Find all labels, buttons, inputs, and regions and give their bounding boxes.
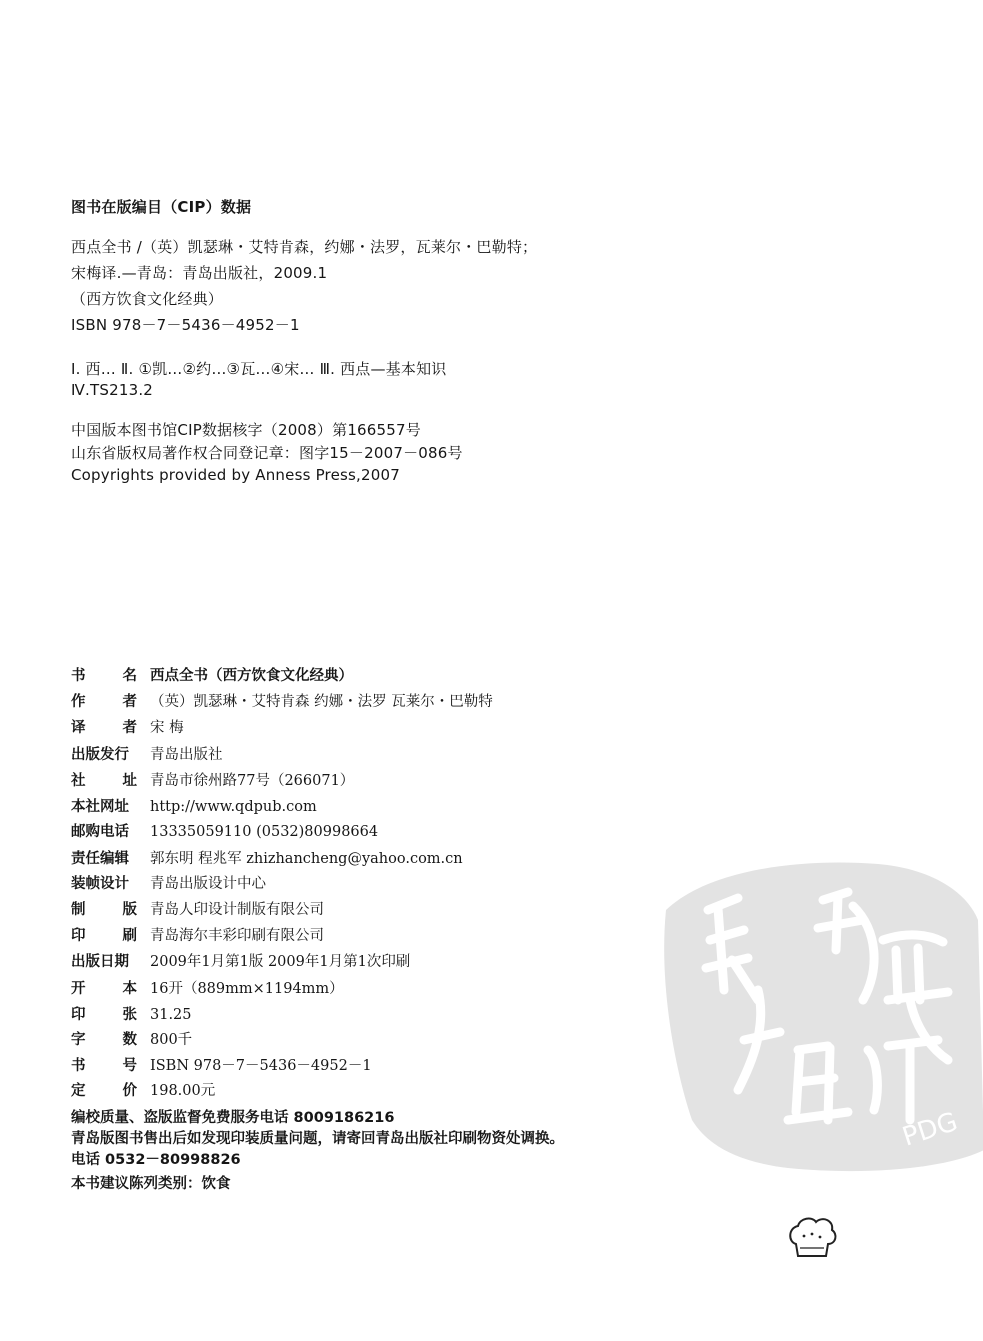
publication-row-label (71, 796, 137, 818)
publication-row-label (71, 691, 137, 713)
publication-row-label (71, 1055, 137, 1077)
watermark-pdg-label: PDG (898, 1106, 962, 1153)
note-phone: 电话 0532－80998826 (71, 1152, 241, 1168)
publication-row-label-part: 者 (122, 694, 137, 710)
publication-row-label (71, 821, 137, 843)
publication-row-value: 青岛市徐州路77号（266071） (150, 773, 355, 789)
publication-row-label (71, 717, 137, 739)
publication-row-value: 郭东明 程兆军 zhizhancheng@yahoo.com.cn (150, 851, 463, 867)
publication-row-value: 西点全书（西方饮食文化经典） (150, 668, 353, 684)
publication-row-label-part: 责任编辑 (71, 851, 129, 867)
publication-row-label-part: 出版发行 (71, 747, 129, 763)
publication-row-label-part: 定 (71, 1083, 86, 1099)
publication-row-label (71, 848, 137, 870)
publication-row-value: 198.00元 (150, 1083, 216, 1099)
seal-stamp-icon (648, 850, 983, 1180)
publication-row-label-part: 开 (71, 981, 86, 997)
cip-line-series: （西方饮食文化经典） (71, 290, 224, 308)
publication-row-label (71, 951, 137, 973)
publication-row-label-part: 本社网址 (71, 799, 129, 815)
publication-row-label-part: 装帧设计 (71, 876, 129, 892)
cip-line-isbn: ISBN 978－7－5436－4952－1 (71, 316, 300, 334)
publication-row-value: 青岛海尔丰彩印刷有限公司 (150, 928, 324, 944)
publication-row-label (71, 1004, 137, 1026)
publication-row-value: 800千 (150, 1032, 193, 1048)
publication-row-label-part: 版 (122, 902, 137, 918)
publication-row-label-part: 名 (122, 668, 137, 684)
publication-row-label-part: 号 (122, 1058, 137, 1074)
publication-row-label-part: 书 (71, 668, 86, 684)
publication-row-value: 2009年1月第1版 2009年1月第1次印刷 (150, 954, 411, 970)
cip-line-classification: Ⅰ. 西… Ⅱ. ①凯…②约…③瓦…④宋… Ⅲ. 西点—基本知识 (71, 360, 447, 378)
publication-row-label (71, 1029, 137, 1051)
publication-row-value: 宋 梅 (150, 720, 184, 736)
bleed-through-decoration: ​ (558, 225, 562, 274)
cip-line-cip-number: 中国版本图书馆CIP数据核字（2008）第166557号 (71, 421, 421, 439)
publication-row-label-part: 价 (122, 1083, 137, 1099)
publication-row-value: 13335059110 (0532)80998664 (150, 824, 379, 840)
note-return-policy: 青岛版图书售出后如发现印装质量问题，请寄回青岛出版社印刷物资处调换。 (71, 1131, 564, 1147)
publication-row-value: http://www.qdpub.com (150, 799, 317, 815)
publication-row-label (71, 873, 137, 895)
publication-row-label (71, 770, 137, 792)
publication-row-label-part: 张 (122, 1007, 137, 1023)
publication-row-value: 青岛出版社 (150, 747, 223, 763)
publication-row-label-part: 社 (71, 773, 86, 789)
cip-line-title: 西点全书 /（英）凯瑟琳・艾特肯森，约娜・法罗，瓦莱尔・巴勒特； (71, 238, 538, 256)
publication-row-label (71, 1080, 137, 1102)
publication-row-label-part: 邮购电话 (71, 824, 129, 840)
publication-row-label (71, 978, 137, 1000)
cip-line-call-number: Ⅳ.TS213.2 (71, 381, 154, 399)
publication-row-label-part: 字 (71, 1032, 86, 1048)
publication-row-label-part: 制 (71, 902, 86, 918)
publication-row-label (71, 899, 137, 921)
publication-row-label-part: 址 (122, 773, 137, 789)
publication-row-label-part: 印 (71, 928, 86, 944)
cip-line-copyright-notice: Copyrights provided by Anness Press,2007 (71, 466, 400, 484)
publication-row-label-part: 译 (71, 720, 86, 736)
publication-row-value: （英）凯瑟琳・艾特肯森 约娜・法罗 瓦莱尔・巴勒特 (150, 694, 493, 710)
publication-row-label-part: 印 (71, 1007, 86, 1023)
publication-row-label (71, 744, 137, 766)
note-shelving-category: 本书建议陈列类别：饮食 (71, 1176, 231, 1192)
publication-row-label-part: 本 (122, 981, 137, 997)
publication-row-value: 青岛出版设计中心 (150, 876, 266, 892)
publication-row-label (71, 665, 137, 687)
publication-row-label-part: 书 (71, 1058, 86, 1074)
publication-row-label-part: 数 (122, 1032, 137, 1048)
cip-line-copyright-registration: 山东省版权局著作权合同登记章：图字15－2007－086号 (71, 444, 463, 462)
note-quality-hotline: 编校质量、盗版监督免费服务电话 8009186216 (71, 1110, 395, 1126)
publication-row-label-part: 者 (122, 720, 137, 736)
publication-row-value: ISBN 978－7－5436－4952－1 (150, 1058, 372, 1074)
publication-row-value: 31.25 (150, 1007, 192, 1023)
cip-heading: 图书在版编目（CIP）数据 (71, 198, 252, 216)
publication-row-value: 16开（889mm×1194mm） (150, 981, 344, 997)
publication-row-label (71, 925, 137, 947)
publication-row-label-part: 出版日期 (71, 954, 129, 970)
publication-row-label-part: 刷 (122, 928, 137, 944)
publication-row-label-part: 作 (71, 694, 86, 710)
chef-hat-icon (786, 1214, 838, 1260)
publication-row-value: 青岛人印设计制版有限公司 (150, 902, 324, 918)
cip-line-publisher: 宋梅译.—青岛：青岛出版社，2009.1 (71, 264, 328, 282)
